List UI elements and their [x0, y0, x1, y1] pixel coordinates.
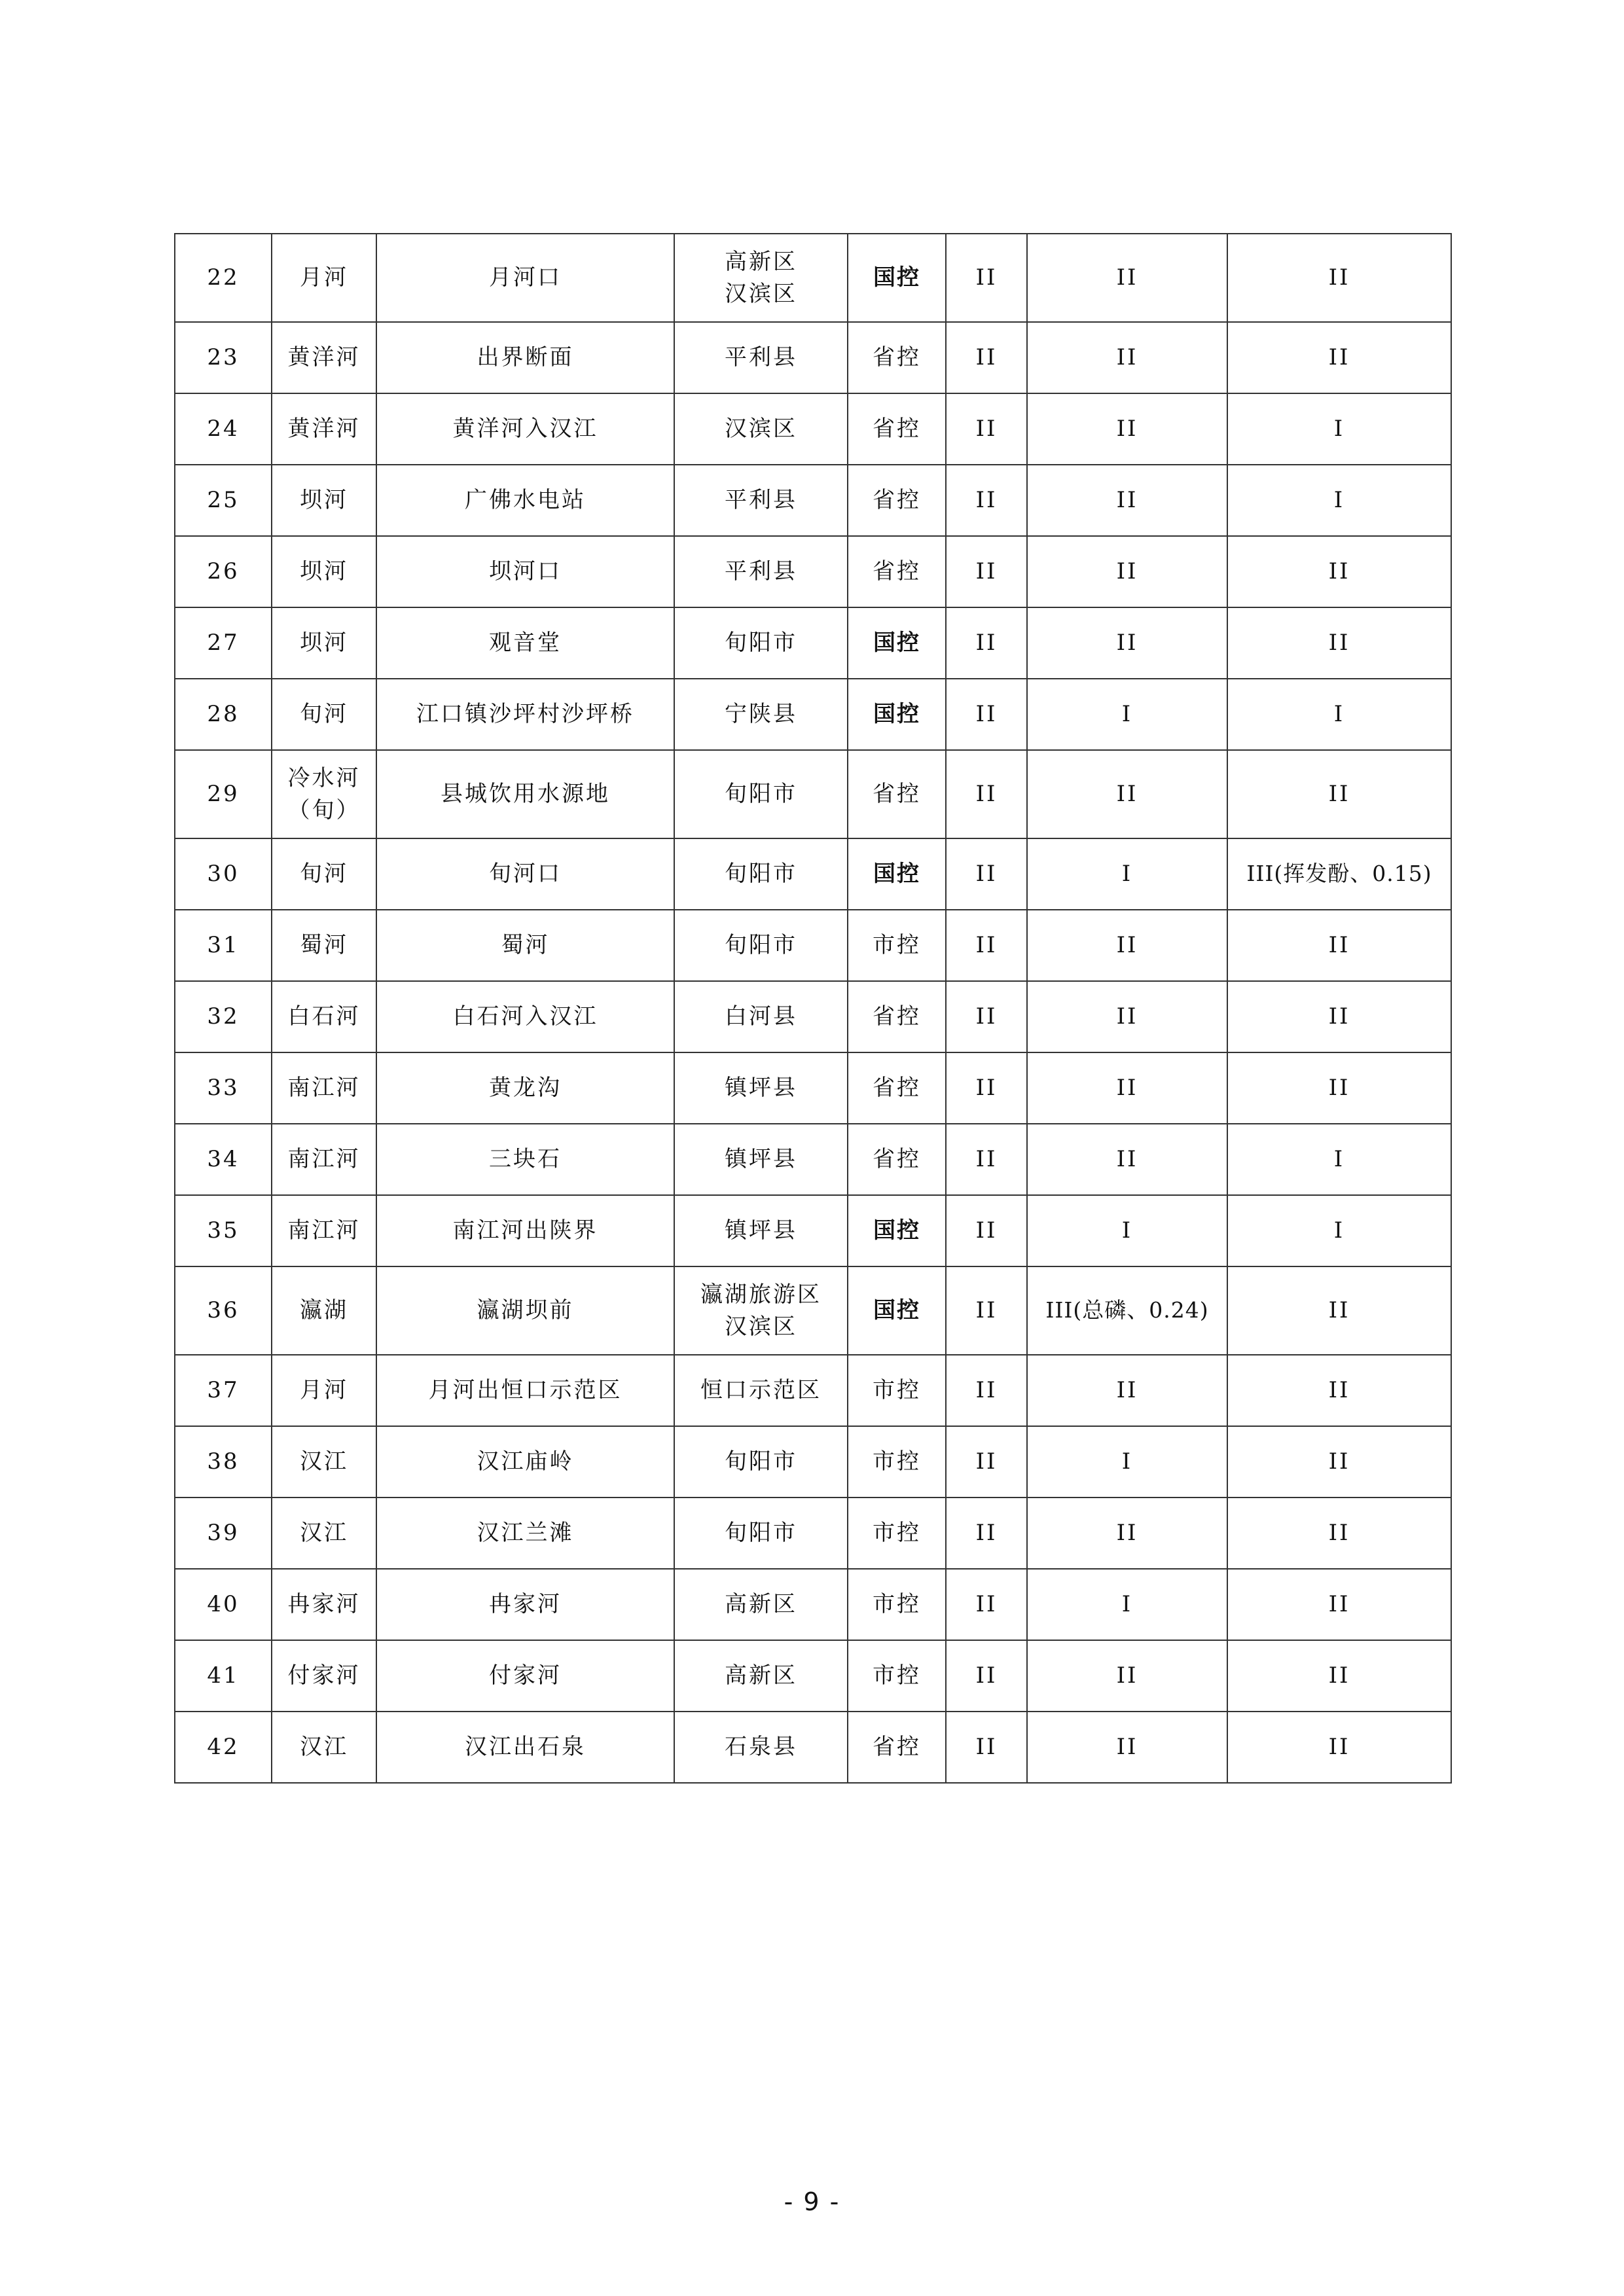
cell-section: 黄洋河入汉江 — [376, 393, 674, 465]
cell-control-level: 国控 — [848, 234, 946, 322]
cell-number: 35 — [175, 1195, 272, 1266]
table-row — [175, 1426, 1451, 1498]
table-row — [175, 465, 1451, 536]
cell-number: 36 — [175, 1266, 272, 1355]
cell-target-class: II — [946, 322, 1027, 393]
cell-area: 平利县 — [674, 536, 848, 607]
cell-target-class: II — [946, 981, 1027, 1052]
cell-class-period-2: II — [1227, 750, 1451, 838]
cell-control-level: 市控 — [848, 1426, 946, 1498]
cell-section: 汉江庙岭 — [376, 1426, 674, 1498]
cell-class-period-1: II — [1027, 322, 1227, 393]
table-row — [175, 607, 1451, 679]
table-row — [175, 1195, 1451, 1266]
cell-class-period-2: I — [1227, 1195, 1451, 1266]
cell-target-class: II — [946, 1195, 1027, 1266]
cell-target-class: II — [946, 465, 1027, 536]
cell-class-period-2: I — [1227, 1124, 1451, 1195]
cell-river: 南江河 — [272, 1195, 376, 1266]
cell-target-class: II — [946, 910, 1027, 981]
cell-class-period-2: III(挥发酚、0.15) — [1227, 838, 1451, 910]
cell-class-period-2: II — [1227, 536, 1451, 607]
cell-control-level: 省控 — [848, 465, 946, 536]
cell-class-period-2: II — [1227, 1266, 1451, 1355]
cell-target-class: II — [946, 1124, 1027, 1195]
table-row — [175, 910, 1451, 981]
cell-area: 恒口示范区 — [674, 1355, 848, 1426]
cell-area: 高新区 — [674, 1569, 848, 1640]
cell-class-period-2: II — [1227, 1498, 1451, 1569]
table-row — [175, 981, 1451, 1052]
cell-section: 蜀河 — [376, 910, 674, 981]
cell-control-level: 省控 — [848, 393, 946, 465]
cell-area: 汉滨区 — [674, 393, 848, 465]
cell-number: 25 — [175, 465, 272, 536]
cell-river: 黄洋河 — [272, 322, 376, 393]
cell-target-class: II — [946, 1426, 1027, 1498]
cell-river: 付家河 — [272, 1640, 376, 1712]
cell-section: 付家河 — [376, 1640, 674, 1712]
cell-river: 坝河 — [272, 536, 376, 607]
cell-class-period-1: I — [1027, 679, 1227, 750]
cell-river: 瀛湖 — [272, 1266, 376, 1355]
cell-control-level: 国控 — [848, 1195, 946, 1266]
table-row — [175, 750, 1451, 838]
cell-target-class: II — [946, 1712, 1027, 1783]
cell-number: 24 — [175, 393, 272, 465]
cell-number: 37 — [175, 1355, 272, 1426]
cell-number: 29 — [175, 750, 272, 838]
cell-area: 平利县 — [674, 322, 848, 393]
cell-class-period-2: II — [1227, 1052, 1451, 1124]
cell-class-period-1: II — [1027, 750, 1227, 838]
cell-section: 广佛水电站 — [376, 465, 674, 536]
cell-target-class: II — [946, 1355, 1027, 1426]
cell-class-period-1: I — [1027, 1426, 1227, 1498]
cell-river: 月河 — [272, 234, 376, 322]
cell-section: 黄龙沟 — [376, 1052, 674, 1124]
cell-area: 旬阳市 — [674, 1426, 848, 1498]
table-row — [175, 679, 1451, 750]
cell-control-level: 国控 — [848, 1266, 946, 1355]
cell-class-period-1: II — [1027, 1355, 1227, 1426]
cell-control-level: 省控 — [848, 1124, 946, 1195]
cell-section: 汉江兰滩 — [376, 1498, 674, 1569]
cell-river: 黄洋河 — [272, 393, 376, 465]
table-row — [175, 1052, 1451, 1124]
cell-river: 南江河 — [272, 1052, 376, 1124]
page-number: - 9 - — [784, 2187, 840, 2216]
cell-number: 26 — [175, 536, 272, 607]
cell-river: 冷水河 （旬） — [272, 750, 376, 838]
cell-control-level: 国控 — [848, 679, 946, 750]
cell-control-level: 市控 — [848, 1355, 946, 1426]
cell-area: 旬阳市 — [674, 1498, 848, 1569]
cell-area: 旬阳市 — [674, 607, 848, 679]
cell-area: 石泉县 — [674, 1712, 848, 1783]
table-row — [175, 1266, 1451, 1355]
cell-class-period-2: II — [1227, 1355, 1451, 1426]
cell-class-period-1: II — [1027, 607, 1227, 679]
cell-area: 高新区 汉滨区 — [674, 234, 848, 322]
cell-river: 月河 — [272, 1355, 376, 1426]
cell-class-period-2: II — [1227, 910, 1451, 981]
cell-class-period-1: III(总磷、0.24) — [1027, 1266, 1227, 1355]
cell-river: 坝河 — [272, 465, 376, 536]
cell-class-period-1: II — [1027, 1052, 1227, 1124]
table-row — [175, 1640, 1451, 1712]
cell-target-class: II — [946, 1266, 1027, 1355]
table-row — [175, 536, 1451, 607]
cell-target-class: II — [946, 536, 1027, 607]
cell-river: 冉家河 — [272, 1569, 376, 1640]
table-row — [175, 393, 1451, 465]
cell-control-level: 国控 — [848, 838, 946, 910]
table-row — [175, 838, 1451, 910]
cell-class-period-2: II — [1227, 1569, 1451, 1640]
cell-number: 42 — [175, 1712, 272, 1783]
cell-number: 22 — [175, 234, 272, 322]
cell-target-class: II — [946, 679, 1027, 750]
table-row — [175, 1712, 1451, 1783]
cell-section: 江口镇沙坪村沙坪桥 — [376, 679, 674, 750]
cell-control-level: 省控 — [848, 1712, 946, 1783]
cell-class-period-1: I — [1027, 838, 1227, 910]
cell-class-period-2: II — [1227, 607, 1451, 679]
cell-area: 镇坪县 — [674, 1195, 848, 1266]
cell-river: 白石河 — [272, 981, 376, 1052]
cell-number: 28 — [175, 679, 272, 750]
cell-class-period-2: II — [1227, 981, 1451, 1052]
cell-area: 镇坪县 — [674, 1124, 848, 1195]
cell-area: 旬阳市 — [674, 838, 848, 910]
cell-number: 30 — [175, 838, 272, 910]
cell-target-class: II — [946, 393, 1027, 465]
cell-number: 39 — [175, 1498, 272, 1569]
cell-class-period-1: II — [1027, 234, 1227, 322]
cell-section: 汉江出石泉 — [376, 1712, 674, 1783]
cell-river: 南江河 — [272, 1124, 376, 1195]
cell-class-period-2: II — [1227, 234, 1451, 322]
cell-class-period-1: II — [1027, 1640, 1227, 1712]
cell-control-level: 省控 — [848, 750, 946, 838]
cell-class-period-1: II — [1027, 1712, 1227, 1783]
cell-section: 三块石 — [376, 1124, 674, 1195]
cell-class-period-2: I — [1227, 393, 1451, 465]
cell-river: 汉江 — [272, 1498, 376, 1569]
cell-number: 33 — [175, 1052, 272, 1124]
cell-number: 23 — [175, 322, 272, 393]
cell-river: 旬河 — [272, 679, 376, 750]
cell-number: 41 — [175, 1640, 272, 1712]
table-row — [175, 1569, 1451, 1640]
cell-area: 平利县 — [674, 465, 848, 536]
cell-section: 冉家河 — [376, 1569, 674, 1640]
cell-area: 旬阳市 — [674, 750, 848, 838]
cell-river: 汉江 — [272, 1712, 376, 1783]
cell-area: 宁陕县 — [674, 679, 848, 750]
monitoring-table — [174, 233, 1452, 1784]
cell-class-period-1: I — [1027, 1569, 1227, 1640]
cell-control-level: 市控 — [848, 1569, 946, 1640]
cell-section: 瀛湖坝前 — [376, 1266, 674, 1355]
cell-number: 34 — [175, 1124, 272, 1195]
cell-control-level: 市控 — [848, 910, 946, 981]
cell-area: 旬阳市 — [674, 910, 848, 981]
cell-section: 县城饮用水源地 — [376, 750, 674, 838]
cell-river: 蜀河 — [272, 910, 376, 981]
cell-section: 坝河口 — [376, 536, 674, 607]
cell-class-period-1: II — [1027, 393, 1227, 465]
table-body — [175, 234, 1451, 1783]
cell-number: 32 — [175, 981, 272, 1052]
cell-river: 坝河 — [272, 607, 376, 679]
cell-area: 高新区 — [674, 1640, 848, 1712]
cell-section: 旬河口 — [376, 838, 674, 910]
cell-control-level: 省控 — [848, 981, 946, 1052]
cell-class-period-1: II — [1027, 910, 1227, 981]
cell-number: 40 — [175, 1569, 272, 1640]
cell-class-period-1: II — [1027, 1498, 1227, 1569]
cell-target-class: II — [946, 838, 1027, 910]
cell-area: 白河县 — [674, 981, 848, 1052]
cell-section: 南江河出陕界 — [376, 1195, 674, 1266]
cell-target-class: II — [946, 1640, 1027, 1712]
cell-control-level: 市控 — [848, 1640, 946, 1712]
cell-control-level: 市控 — [848, 1498, 946, 1569]
cell-number: 38 — [175, 1426, 272, 1498]
cell-control-level: 国控 — [848, 607, 946, 679]
cell-class-period-1: II — [1027, 536, 1227, 607]
cell-class-period-2: I — [1227, 465, 1451, 536]
cell-class-period-1: II — [1027, 981, 1227, 1052]
cell-number: 27 — [175, 607, 272, 679]
table-row — [175, 322, 1451, 393]
cell-target-class: II — [946, 1052, 1027, 1124]
cell-section: 出界断面 — [376, 322, 674, 393]
cell-target-class: II — [946, 750, 1027, 838]
table-row — [175, 1498, 1451, 1569]
cell-class-period-2: II — [1227, 1640, 1451, 1712]
cell-class-period-1: II — [1027, 1124, 1227, 1195]
table-row — [175, 234, 1451, 322]
cell-section: 观音堂 — [376, 607, 674, 679]
cell-class-period-2: II — [1227, 322, 1451, 393]
cell-target-class: II — [946, 1498, 1027, 1569]
cell-number: 31 — [175, 910, 272, 981]
table-row — [175, 1124, 1451, 1195]
cell-area: 瀛湖旅游区 汉滨区 — [674, 1266, 848, 1355]
cell-section: 月河出恒口示范区 — [376, 1355, 674, 1426]
cell-class-period-2: II — [1227, 1712, 1451, 1783]
cell-target-class: II — [946, 1569, 1027, 1640]
cell-control-level: 省控 — [848, 1052, 946, 1124]
cell-river: 旬河 — [272, 838, 376, 910]
cell-control-level: 省控 — [848, 322, 946, 393]
table-row — [175, 1355, 1451, 1426]
cell-area: 镇坪县 — [674, 1052, 848, 1124]
cell-section: 白石河入汉江 — [376, 981, 674, 1052]
cell-class-period-1: II — [1027, 465, 1227, 536]
cell-section: 月河口 — [376, 234, 674, 322]
cell-target-class: II — [946, 607, 1027, 679]
cell-class-period-1: I — [1027, 1195, 1227, 1266]
cell-river: 汉江 — [272, 1426, 376, 1498]
cell-class-period-2: I — [1227, 679, 1451, 750]
cell-control-level: 省控 — [848, 536, 946, 607]
cell-class-period-2: II — [1227, 1426, 1451, 1498]
cell-target-class: II — [946, 234, 1027, 322]
